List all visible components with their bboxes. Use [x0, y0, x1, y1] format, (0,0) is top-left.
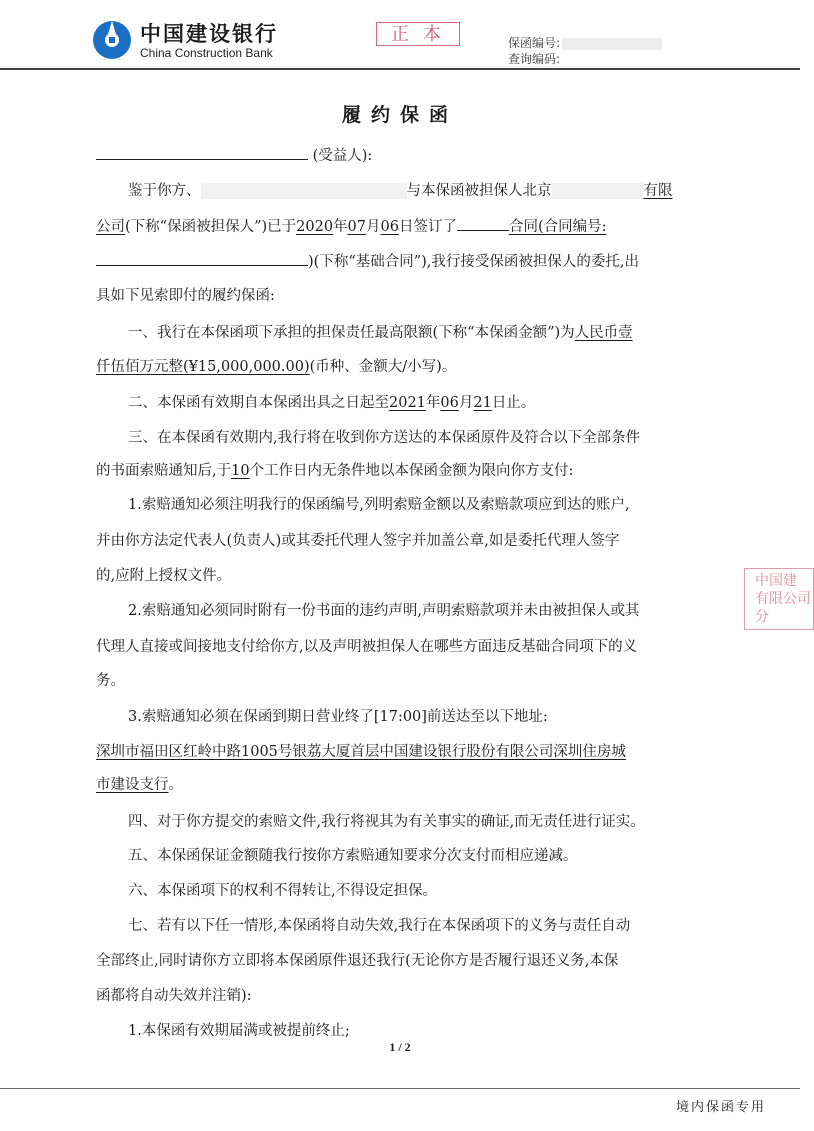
clause-7-end: 函都将自动失效并注销):: [96, 988, 252, 1004]
clause-7-1: 1.本保函有效期届满或被提前终止;: [128, 1023, 350, 1039]
clause-3-3: 3.索赔通知必须在保函到期日营业终了[17:00]前送达至以下地址:: [128, 709, 548, 725]
clause-7: 七、若有以下任一情形,本保函将自动失效,我行在本保函项下的义务与责任自动: [128, 918, 631, 934]
contract-no-blank: [96, 251, 308, 266]
original-stamp: 正本: [376, 22, 460, 46]
clause-3-2-cont: 代理人直接或间接地支付给你方,以及声明被担保人在哪些方面违反基础合同项下的义: [96, 639, 638, 655]
bank-name-cn: 中国建设银行: [140, 22, 278, 46]
address-line: 深圳市福田区红岭中路1005号银荔大厦首层中国建设银行股份有限公司深圳住房城: [96, 744, 626, 760]
clause-3-1: 1.索赔通知必须注明我行的保函编号,列明索赔金额以及索赔款项应到达的账户,: [128, 497, 630, 513]
redaction-block: [552, 183, 644, 199]
footer-label: 境内保函专用: [676, 1100, 767, 1115]
clause-4: 四、对于你方提交的索赔文件,我行将视其为有关事实的确证,而无责任进行证实。: [128, 814, 645, 830]
clause-7-cont: 全部终止,同时请你方立即将本保函原件退还我行(无论你方是否履行退还义务,本保: [96, 953, 619, 969]
clause-1: 一、我行在本保函项下承担的担保责任最高限额(下称“本保函金额”)为人民币壹: [128, 325, 633, 341]
bank-name-en: China Construction Bank: [140, 46, 273, 60]
redaction-block: [562, 38, 662, 50]
beneficiary-line: (受益人):: [96, 145, 716, 166]
bank-seal-stamp: 中国建 有限公司 分: [744, 568, 814, 630]
clause-6: 六、本保函项下的权利不得转让,不得设定担保。: [128, 883, 438, 899]
beneficiary-blank: [96, 145, 308, 160]
inquiry-code: [508, 50, 560, 67]
para-whereas: 鉴于你方、 与本保函被担保人北京 有限: [128, 183, 673, 199]
clause-3-2-end: 务。: [96, 673, 125, 689]
page-number: 1 / 2: [389, 1040, 411, 1054]
clause-3-cont: 的书面索赔通知后,于10个工作日内无条件地以本保函金额为限向你方支付:: [96, 463, 574, 479]
ccb-logo-icon: [92, 20, 132, 60]
footer-divider: [0, 1088, 800, 1089]
redaction-block: [201, 183, 407, 199]
guarantee-number-label: 保函编号:: [508, 36, 561, 50]
clause-2: 二、本保函有效期自本保函出具之日起至2021年06月21日止。: [128, 395, 536, 411]
clause-5: 五、本保函保证金额随我行按你方索赔通知要求分次支付而相应递减。: [128, 848, 578, 864]
inquiry-code-label: 查询编码:: [508, 52, 561, 66]
para-whereas-2: 公司(下称“保函被担保人”)已于2020年07月06日签订了 合同(合同编号:: [96, 216, 716, 237]
para-whereas-4: 具如下见索即付的履约保函:: [96, 288, 275, 304]
clause-3-2: 2.索赔通知必须同时附有一份书面的违约声明,声明索赔款项并未由被担保人或其: [128, 603, 640, 619]
clause-3-1-end: 的,应附上授权文件。: [96, 568, 232, 584]
address-line-2: 市建设支行。: [96, 777, 183, 793]
clause-3-1-cont: 并由你方法定代表人(负责人)或其委托代理人签字并加盖公章,如是委托代理人签字: [96, 533, 620, 549]
clause-1-cont: 仟伍佰万元整(¥15,000,000.00)(币种、金额大/小写)。: [96, 359, 457, 375]
document-title: 履约保函: [341, 104, 458, 126]
guarantee-number: [508, 34, 662, 51]
header-divider: [0, 68, 800, 70]
clause-3: 三、在本保函有效期内,我行将在收到你方送达的本保函原件及符合以下全部条件: [128, 430, 641, 446]
bank-name: [140, 22, 278, 60]
para-whereas-3: )(下称“基础合同”),我行接受保函被担保人的委托,出: [96, 251, 716, 272]
